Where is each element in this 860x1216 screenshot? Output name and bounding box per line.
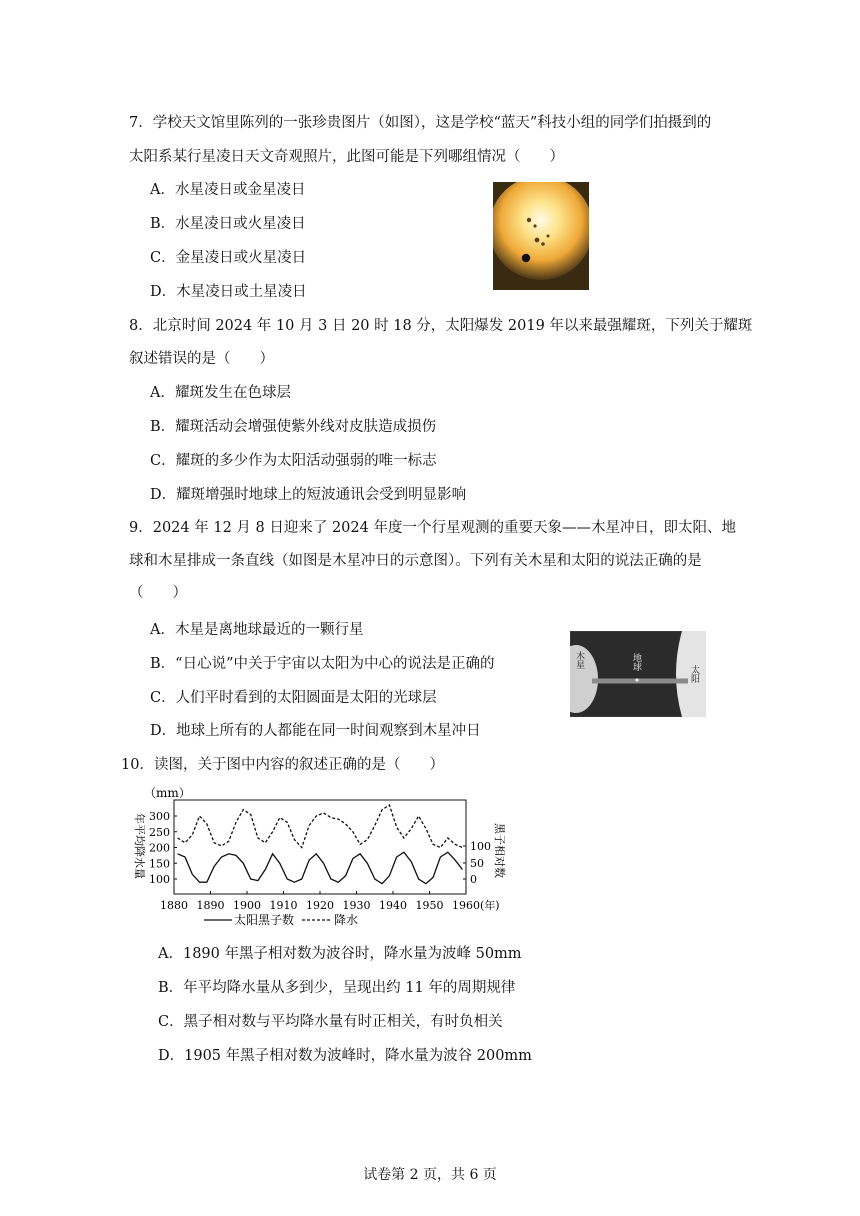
q8-option-d[interactable]: D．耀斑增强时地球上的短波通讯会受到明显影响 [150,487,467,503]
q8-stem-line2: 叙述错误的是（ ） [129,351,274,367]
x-tick-label: 1920 [306,899,334,912]
legend-sunspot: 太阳黑子数 [234,913,295,927]
q8-option-b[interactable]: B．耀斑活动会增强使紫外线对皮肤造成损伤 [150,419,437,435]
q9-stem-line1: 9．2024 年 12 月 8 日迎来了 2024 年度一个行星观测的重要天象——木星冲日，即太阳、地 [129,520,736,536]
q7-stem-line1: 7．学校天文馆里陈列的一张珍贵图片（如图），这是学校“蓝天”科技小组的同学们拍摄到的 [129,115,712,131]
q9-stem-line3: （ ） [129,585,187,601]
q9-option-d[interactable]: D．地球上所有的人都能在同一时间观察到木星冲日 [150,723,481,739]
y-right-tick-label: 0 [470,873,477,886]
q9-option-c[interactable]: C．人们平时看到的太阳圆面是太阳的光球层 [150,690,437,706]
q10-option-b[interactable]: B．年平均降水量从多到少，呈现出约 11 年的周期规律 [158,980,516,996]
y-left-tick-label: 150 [149,857,170,871]
q7-option-c[interactable]: C．金星凌日或火星凌日 [150,250,307,266]
q7-option-a[interactable]: A．水星凌日或金星凌日 [150,182,306,198]
q8-option-c[interactable]: C．耀斑的多少作为太阳活动强弱的唯一标志 [150,453,437,469]
y-right-tick-label: 50 [470,857,484,870]
q10-option-d[interactable]: D．1905 年黑子相对数为波峰时，降水量为波谷 200mm [158,1048,532,1064]
y-right-axis-label: 黑子相对数 [493,823,506,878]
sun-label: 太阳 [689,665,699,683]
q8-option-a[interactable]: A．耀斑发生在色球层 [150,385,291,401]
earth-label: 地球 [631,653,641,671]
jupiter-label: 木星 [574,651,584,669]
precipitation-series-line [178,805,463,848]
x-tick-label: 1880 [160,899,188,912]
x-tick-label: 1960(年) [452,899,500,912]
y-left-tick-label: 300 [149,810,170,823]
q8-stem-line1: 8．北京时间 2024 年 10 月 3 日 20 时 18 分，太阳爆发 2019 年以来最强耀斑，下列关于耀斑 [129,318,753,334]
q10-stem: 10．读图，关于图中内容的叙述正确的是（ ） [121,757,444,773]
q9-stem-line2: 球和木星排成一条直线（如图是木星冲日的示意图）。下列有关木星和太阳的说法正确的是 [129,553,702,569]
legend-precipitation: 降水 [334,913,359,927]
q9-option-b[interactable]: B．“日心说”中关于宇宙以太阳为中心的说法是正确的 [150,656,495,672]
y-left-tick-label: 200 [149,841,170,855]
x-tick-label: 1940 [379,899,407,912]
q7-stem-line2: 太阳系某行星凌日天文奇观照片，此图可能是下列哪组情况（ ） [129,149,564,165]
q7-option-b[interactable]: B．水星凌日或火星凌日 [150,216,306,232]
transit-photo [493,182,589,290]
x-tick-label: 1950 [415,899,444,912]
q10-option-c[interactable]: C．黑子相对数与平均降水量有时正相关，有时负相关 [158,1014,503,1030]
page-footer: 试卷第 2 页，共 6 页 [363,1167,497,1183]
chart-unit-label: （mm） [144,786,191,800]
earth-dot [635,678,638,681]
y-left-tick-label: 250 [149,825,170,839]
x-tick-label: 1900 [233,899,261,912]
y-left-axis-label: 年平均降水量 [133,813,146,879]
y-right-tick-label: 100 [470,840,491,853]
q9-option-a[interactable]: A．木星是离地球最近的一颗行星 [150,622,364,638]
q7-option-d[interactable]: D．木星凌日或土星凌日 [150,284,307,300]
jupiter-opposition-diagram [570,631,706,717]
x-tick-label: 1930 [342,899,371,912]
x-tick-label: 1910 [269,899,298,912]
y-left-tick-label: 100 [149,873,170,886]
q10-option-a[interactable]: A．1890 年黑子相对数为波谷时，降水量为波峰 50mm [158,946,522,962]
sunspot-series-line [178,852,463,884]
x-tick-label: 1890 [196,899,225,912]
sunspot-precipitation-chart [128,783,508,933]
